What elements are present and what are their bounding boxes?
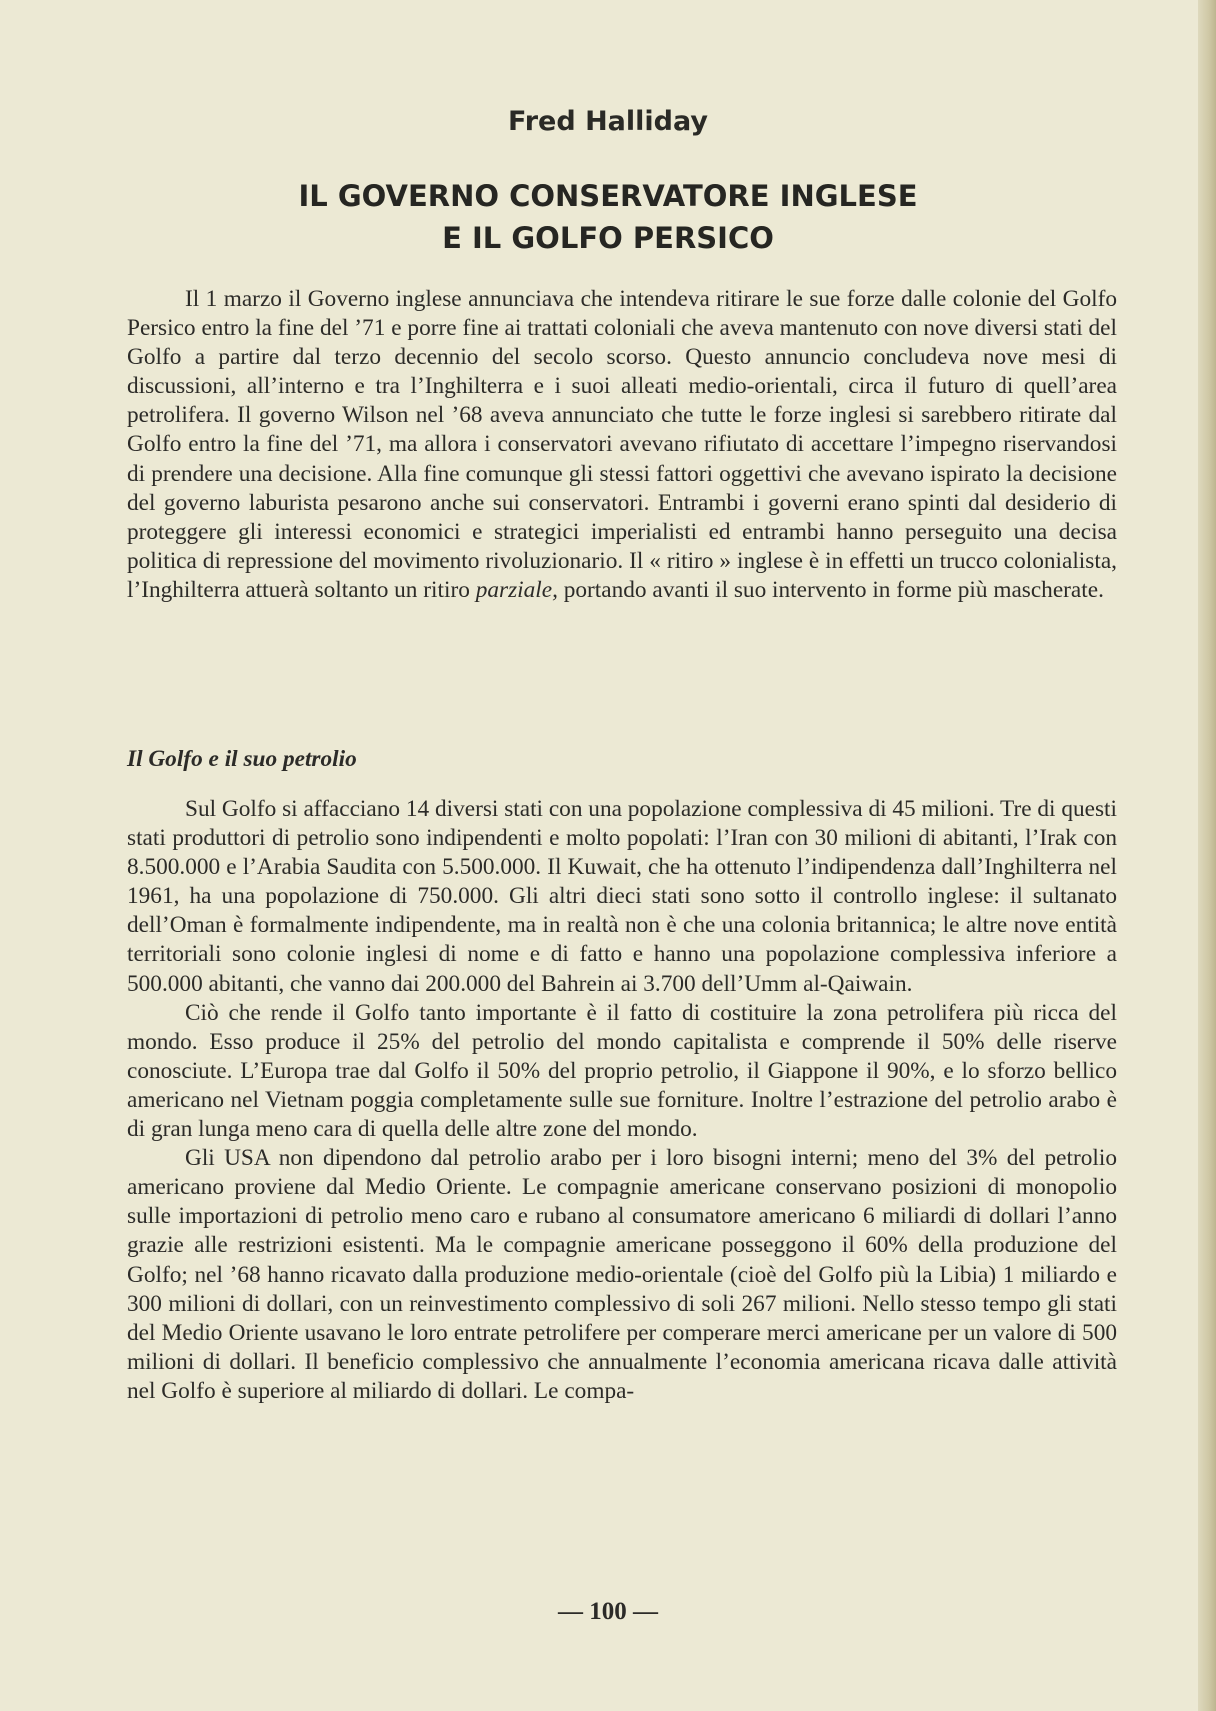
author-name: Fred Halliday bbox=[508, 106, 708, 137]
section-body bbox=[127, 795, 1117, 1406]
intro-italic-word: parziale, bbox=[475, 576, 558, 603]
intro-block bbox=[127, 285, 1117, 605]
section-paragraph-1: Sul Golfo si affacciano 14 diversi stati con una popolazione complessiva di 45 milioni. Tre di questi stati produttori di petrolio sono indipendenti e molto popolati: l’Iran con 30 milioni di abitanti, l’Irak con 8.500.000 e l’Arabia Saudita con 5.500.000. Il Kuwait, che ha ottenuto l’indipendenza dall’Inghilterra nel 1961, ha una popolazione di 750.000. Gli altri dieci stati sono sotto il controllo inglese: il sultanato dell’Oman è formalmente indipendente, ma in realtà non è che una colonia britannica; le altre nove entità territoriali sono colonie inglesi di nome e di fatto e hanno una popolazione complessiva inferiore a 500.000 abitanti, che vanno dai 200.000 del Bahrein ai 3.700 dell’Umm al-Qaiwain. bbox=[127, 796, 1117, 997]
intro-text-end: portando avanti il suo intervento in forme più mascherate. bbox=[557, 576, 1104, 603]
section-paragraph-2: Ciò che rende il Golfo tanto importante è il fatto di costituire la zona petrolifera più ricca del mondo. Esso produce il 25% del petrolio del mondo capitalista e comprende il 50% delle riserve conosciute. L’Europa trae dal Golfo il 50% del proprio petrolio, il Giappone il 90%, e lo sforzo bellico americano nel Vietnam poggia completamente sulle sue forniture. Inoltre l’estrazione del petrolio arabo è di gran lunga meno cara di quella delle altre zone del mondo. bbox=[127, 999, 1117, 1143]
title-line-1: IL GOVERNO CONSERVATORE INGLESE bbox=[298, 179, 918, 213]
intro-paragraph bbox=[127, 285, 1117, 605]
article-title bbox=[0, 175, 1216, 259]
page-number: — 100 — bbox=[558, 1598, 658, 1625]
intro-text: Il 1 marzo il Governo inglese annunciava che intendeva ritirare le sue forze dalle colonie del Golfo Persico entro la fine del ’71 e porre fine ai trattati coloniali che aveva mantenuto con nove diversi stati del Golfo a partire dal terzo decennio del secolo scorso. Questo annuncio concludeva nove mesi di discussioni, all’interno e tra l’Inghilterra e i suoi alleati medio-orientali, circa il futuro di quell’area petrolifera. Il governo Wilson nel ’68 aveva annunciato che tutte le forze inglesi si sarebbero ritirate dal Golfo entro la fine del ’71, ma allora i conservatori avevano rifiutato di accettare l’impegno riservandosi di prendere una decisione. Alla fine comunque gli stessi fattori oggettivi che avevano ispirato la decisione del governo laburista pesarono anche sui conservatori. Entrambi i governi erano spinti dal desiderio di proteggere gli interessi economici e strategici imperialisti ed entrambi hanno perseguito una decisa politica di repressione del movimento rivoluzionario. Il « ritiro » inglese è in effetti un trucco colonialista, l’Inghilterra attuerà soltanto un ritiro bbox=[127, 286, 1117, 603]
section-paragraph-3: Gli USA non dipendono dal petrolio arabo per i loro bisogni interni; meno del 3% del petrolio americano proviene dal Medio Oriente. Le compagnie americane conservano posizioni di monopolio sulle importazioni di petrolio meno caro e rubano al consumatore americano 6 miliardi di dollari l’anno grazie alle restrizioni esistenti. Ma le compagnie americane posseggono il 60% della produzione del Golfo; nel ’68 hanno ricavato dalla produzione medio-orientale (cioè del Golfo più la Libia) 1 miliardo e 300 milioni di dollari, con un reinvestimento complessivo di soli 267 milioni. Nello stesso tempo gli stati del Medio Oriente usavano le loro entrate petrolifere per comperare merci americane per un valore di 500 milioni di dollari. Il beneficio complessivo che annualmente l’economia americana ricava dalle attività nel Golfo è superiore al miliardo di dollari. Le compa- bbox=[127, 1145, 1117, 1404]
section-heading: Il Golfo e il suo petrolio bbox=[127, 746, 357, 772]
title-line-2: E IL GOLFO PERSICO bbox=[442, 221, 774, 255]
